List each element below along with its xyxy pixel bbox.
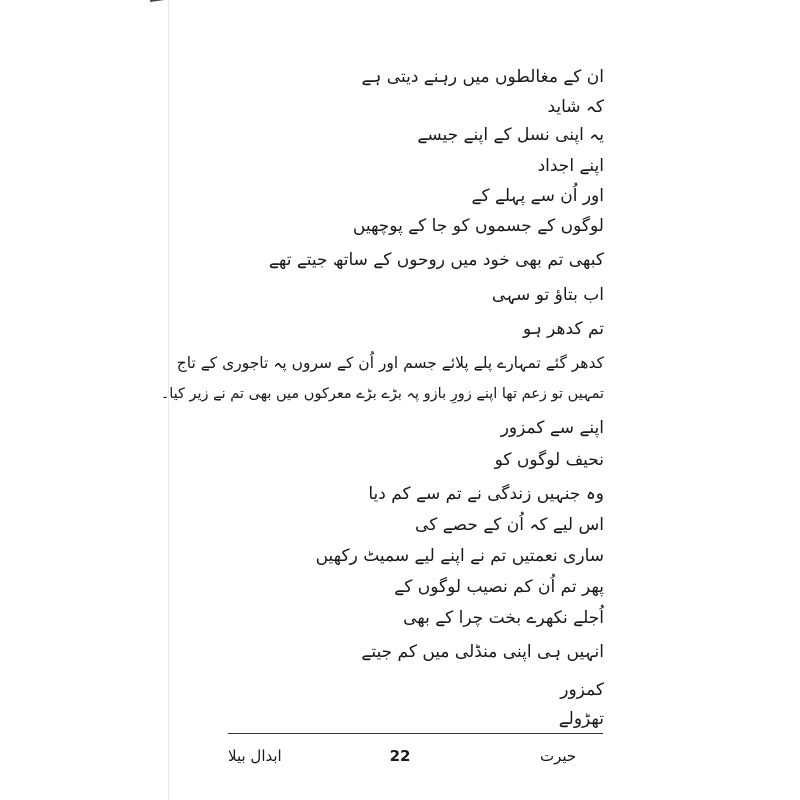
poem-line: اور اُن سے پہلے کے [471, 186, 604, 206]
poem-line: اُجلے نکھرے بخت چرا کے بھی [403, 608, 604, 628]
poem-line: نحیف لوگوں کو [494, 450, 604, 470]
poem-line: یہ اپنی نسل کے اپنے جیسے [417, 125, 604, 145]
book-title: حیرت [540, 747, 577, 765]
footer-divider [228, 733, 603, 734]
poem-line: کہ شاید [547, 97, 604, 117]
poem-line: وہ جنہیں زندگی نے تم سے کم دیا [368, 484, 604, 504]
poem-line: ساری نعمتیں تم نے اپنے لیے سمیٹ رکھیں [315, 546, 604, 566]
poem-line: تم کدھر ہو [523, 319, 604, 339]
poem-line: کمزور [560, 680, 604, 700]
poem-line: اپنے اجداد [537, 156, 604, 176]
poem-line: پھر تم اُن کم نصیب لوگوں کے [394, 577, 604, 597]
author-name: ابدال بیلا [228, 747, 282, 765]
poem-line: کدھر گئے تمہارے پلے پلائے جسم اور اُن کے سروں پہ تاجوری کے تاج [176, 354, 604, 372]
poem-line: تھڑولے [558, 709, 604, 729]
poem-line: ان کے مغالطوں میں رہنے دیتی ہے [361, 67, 604, 87]
poem-line: کبھی تم بھی خود میں روحوں کے ساتھ جیتے تھے [268, 250, 604, 270]
book-page [160, 0, 614, 800]
poem-line: اپنے سے کمزور [500, 418, 604, 438]
poem-line: لوگوں کے جسموں کو جا کے پوچھیں [352, 216, 604, 236]
poem-line: انہیں ہی اپنی منڈلی میں کم جیتے [361, 642, 604, 662]
poem-line: اب بتاؤ تو سہی [491, 285, 604, 305]
poem-line: تمہیں تو زعم تھا اپنے زورِ بازو پہ بڑے بڑے معرکوں میں بھی تم نے زیر کیا۔ [160, 386, 604, 402]
page-number: 22 [389, 747, 411, 765]
poem-line: اس لیے کہ اُن کے حصے کی [415, 515, 604, 535]
